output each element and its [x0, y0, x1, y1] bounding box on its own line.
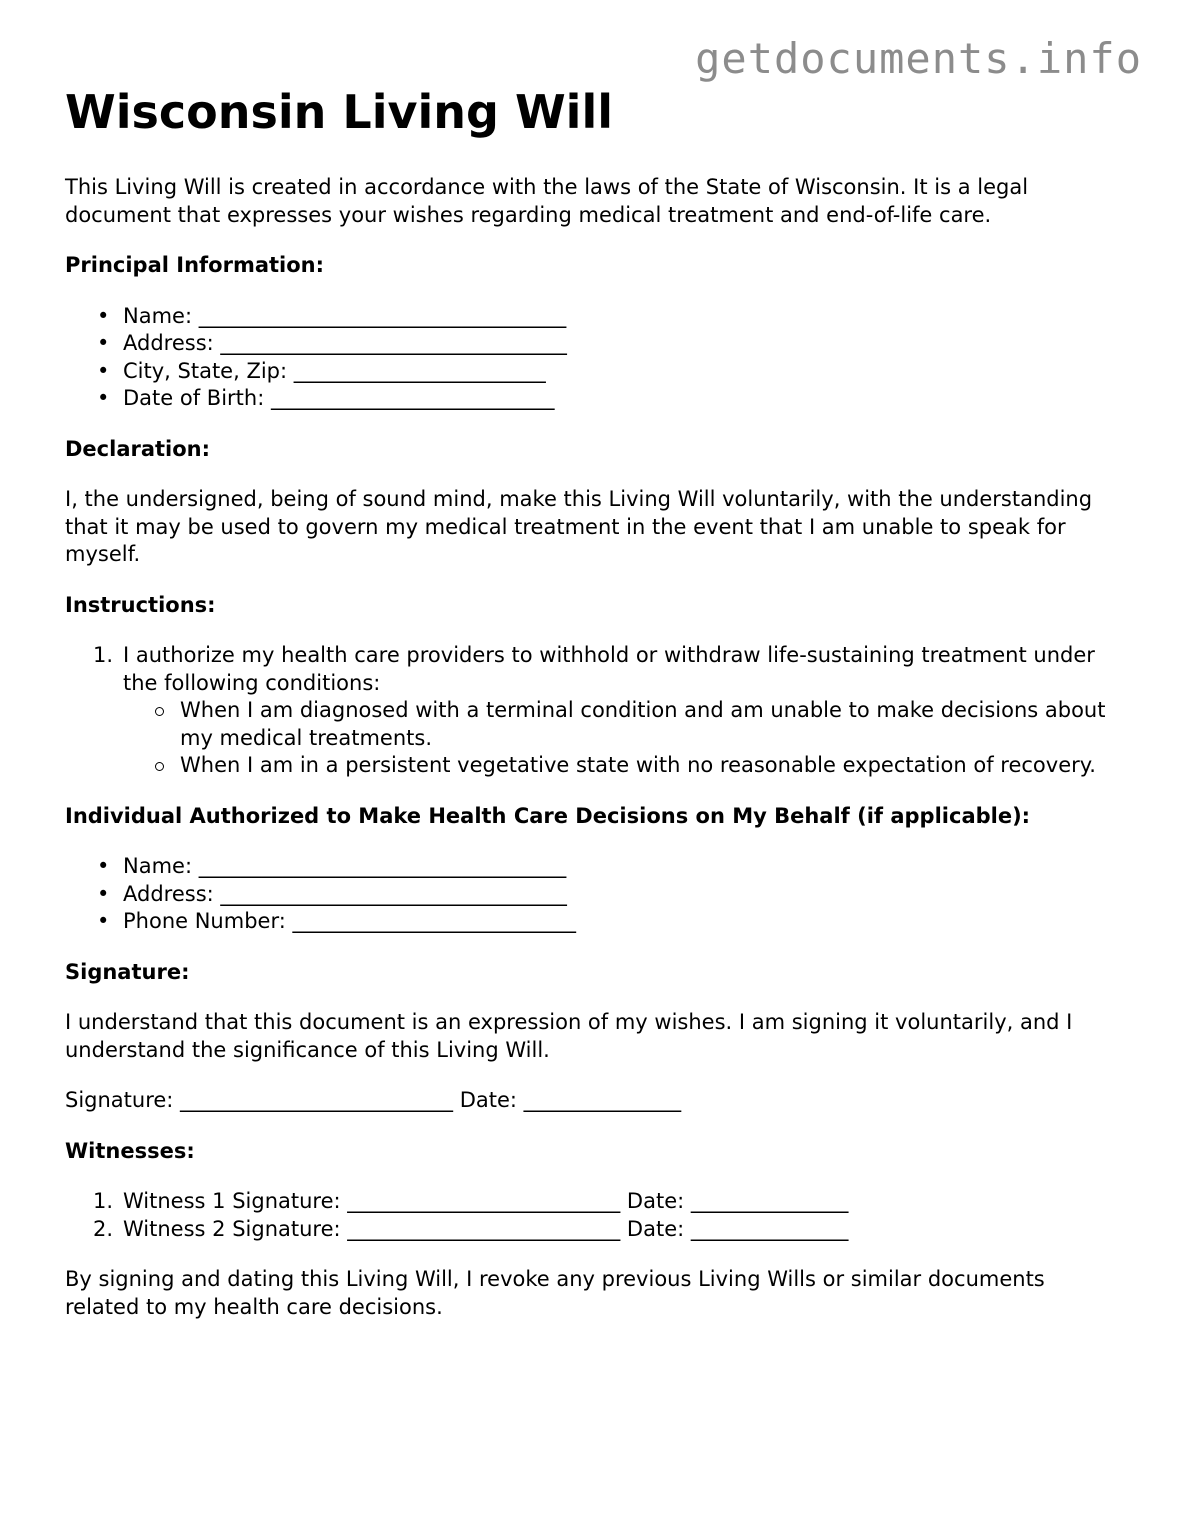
signature-date-line[interactable]: Signature: __________________________ Date: _______________ — [65, 1088, 682, 1112]
witness-2-line[interactable] — [65, 1216, 1125, 1244]
condition-terminal: When I am diagnosed with a terminal condition and am unable to make decisions about my medical treatments. — [123, 697, 1125, 752]
witness-1-line[interactable] — [65, 1188, 1125, 1216]
witnesses-list — [65, 1188, 1125, 1243]
document-title: Wisconsin Living Will — [65, 85, 613, 139]
principal-dob-field[interactable]: • Date of Birth: ___________________________ — [65, 385, 1125, 413]
instruction-number: 1. — [93, 643, 114, 667]
agent-phone-field[interactable]: • Phone Number: ___________________________ — [65, 908, 1125, 936]
agent-address-field[interactable]: • Address: _________________________________ — [65, 881, 1125, 909]
document-page — [65, 84, 1125, 1321]
agent-fields — [65, 853, 1125, 936]
conditions-list — [123, 697, 1125, 780]
instructions-heading: Instructions: — [65, 592, 216, 617]
closing-paragraph: By signing and dating this Living Will, I revoke any previous Living Wills or similar documents related to my health care decisions. — [65, 1267, 1045, 1319]
witness-2-text: Witness 2 Signature: __________________________ Date: _______________ — [123, 1216, 849, 1241]
condition-vegetative: When I am in a persistent vegetative state with no reasonable expectation of recovery. — [123, 752, 1125, 780]
declaration-heading: Declaration: — [65, 436, 211, 461]
agent-name-field[interactable]: • Name: ___________________________________ — [65, 853, 1125, 881]
watermark: getdocuments.info — [695, 34, 1142, 83]
witness-number: 2. — [93, 1216, 114, 1241]
agent-heading: Individual Authorized to Make Health Care Decisions on My Behalf (if applicable): — [65, 803, 1031, 828]
declaration-text: I, the undersigned, being of sound mind, make this Living Will voluntarily, with the understanding that it may be used to govern my medical treatment in the event that I am unable to speak for myself. — [65, 487, 1093, 566]
signature-text: I understand that this document is an expression of my wishes. I am signing it voluntarily, and I understand the significance of this Living Will. — [65, 1010, 1073, 1062]
principal-address-field[interactable]: • Address: _________________________________ — [65, 330, 1125, 358]
instruction-text: I authorize my health care providers to withhold or withdraw life-sustaining treatment under the following conditions: — [123, 643, 1095, 695]
witnesses-heading: Witnesses: — [65, 1138, 195, 1163]
instructions-list — [65, 642, 1125, 780]
witness-1-text: Witness 1 Signature: __________________________ Date: _______________ — [123, 1189, 849, 1213]
principal-name-field[interactable]: • Name: ___________________________________ — [65, 303, 1125, 331]
principal-heading: Principal Information: — [65, 253, 325, 277]
principal-city-state-zip-field[interactable]: • City, State, Zip: ________________________ — [65, 358, 1125, 386]
instruction-item — [65, 642, 1125, 780]
principal-fields — [65, 303, 1125, 413]
signature-heading: Signature: — [65, 959, 190, 984]
witness-number: 1. — [93, 1189, 114, 1213]
intro-paragraph: This Living Will is created in accordance with the laws of the State of Wisconsin. It is a legal document that expresses your wishes regarding medical treatment and end-of-life care. — [65, 175, 1029, 227]
